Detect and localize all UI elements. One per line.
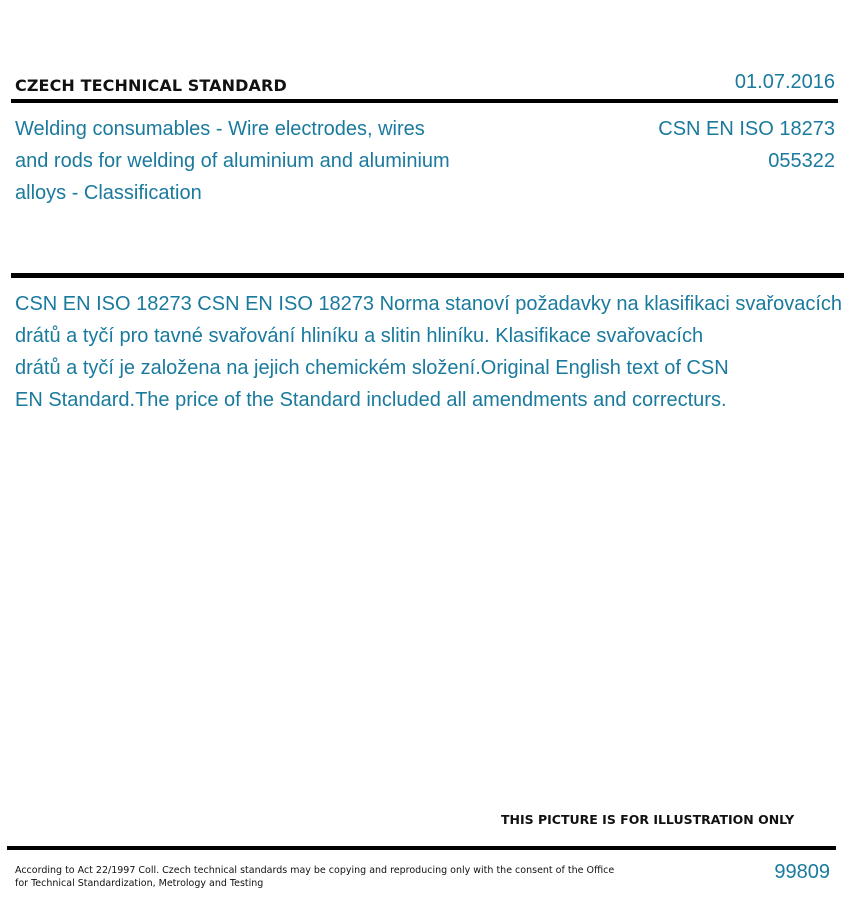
illustration-disclaimer: THIS PICTURE IS FOR ILLUSTRATION ONLY <box>501 812 795 827</box>
legal-line: According to Act 22/1997 Coll. Czech technical standards may be copying and reproducing only with the consent of the Office <box>15 865 615 876</box>
standard-description <box>15 288 865 416</box>
publication-date: 01.07.2016 <box>734 71 835 93</box>
standard-identifiers <box>658 113 835 177</box>
title-line: Welding consumables - Wire electrodes, wires <box>15 118 425 140</box>
header-divider <box>11 99 838 103</box>
standard-title <box>15 113 495 209</box>
title-line: alloys - Classification <box>15 182 202 204</box>
description-line: drátů a tyčí pro tavné svařování hliníku a slitin hliníku. Klasifikace svařovacích <box>15 325 704 347</box>
title-line: and rods for welding of aluminium and aluminium <box>15 150 450 172</box>
description-line: EN Standard.The price of the Standard included all amendments and correcturs. <box>15 389 727 411</box>
section-divider <box>11 273 844 278</box>
catalog-number: 99809 <box>774 861 830 883</box>
document-type-label: CZECH TECHNICAL STANDARD <box>15 76 287 95</box>
standard-code: CSN EN ISO 18273 <box>658 118 835 140</box>
class-number: 055322 <box>768 150 835 172</box>
legal-notice <box>15 864 615 890</box>
description-line: CSN EN ISO 18273 CSN EN ISO 18273 Norma stanoví požadavky na klasifikaci svařovacích <box>15 293 843 315</box>
legal-line: for Technical Standardization, Metrology and Testing <box>15 878 264 889</box>
description-line: drátů a tyčí je založena na jejich chemickém složení.Original English text of CSN <box>15 357 729 379</box>
footer-divider <box>7 846 836 850</box>
